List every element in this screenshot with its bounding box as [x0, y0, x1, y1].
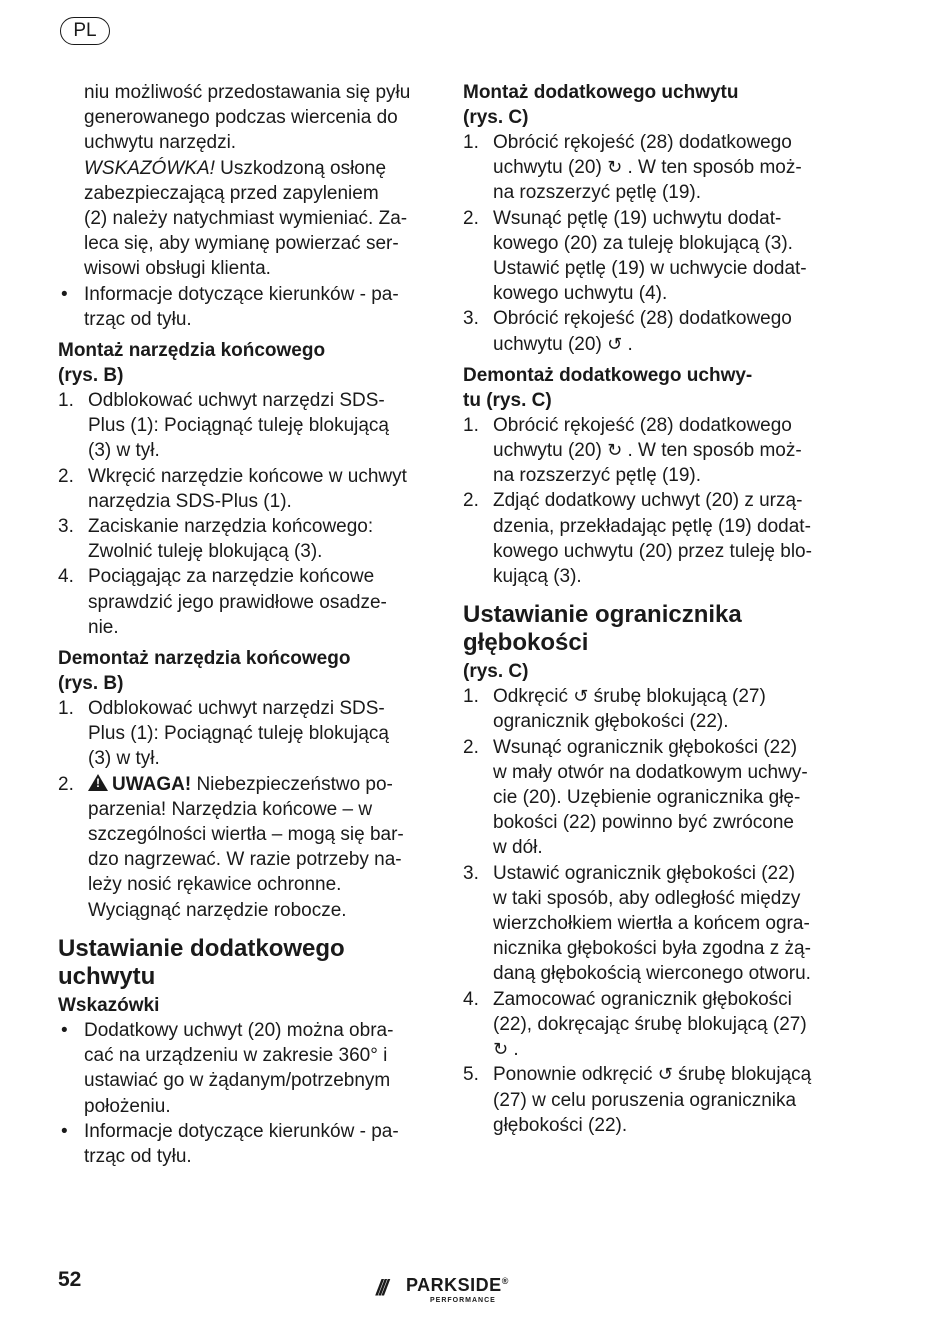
list-item: 1. Odkręcić ↺ śrubę blokującą (27) ogranicznik głębokości (22). — [463, 686, 766, 733]
list-item: 3. Zaciskanie narzędzia końcowego: Zwolnić tuleję blokującą (3). — [58, 516, 374, 563]
rotate-counterclockwise-icon: ↺ — [657, 1064, 673, 1086]
depth-stop-subheading: (rys. C) — [463, 661, 529, 683]
intro-paragraph — [58, 80, 430, 156]
rotate-counterclockwise-icon: ↺ — [607, 333, 623, 355]
text-line: generowanego podczas wiercenia do — [84, 107, 398, 129]
aux-handle-section-title: Ustawianie dodatkowego uchwytu — [58, 934, 345, 990]
list-item: • Informacje dotyczące kierunków - pa- trząc od tyłu. — [58, 1119, 430, 1169]
dismount-handle-heading: Demontaż dodatkowego uchwy- tu (rys. C) — [463, 364, 753, 411]
rotate-clockwise-icon: ↻ — [607, 157, 623, 179]
hints-list — [58, 1018, 430, 1169]
list-item: 2. ! UWAGA! Niebezpieczeństwo po- parzenia! Narzędzia końcowe – w szczególności wiertła – mogą się bar- dzo nagrzewać. W razie potrzeby na- leży nosić rękawice ochronne. Wyciągnąć narzędzie robocze. — [58, 772, 430, 923]
brand-subtitle: PERFORMANCE — [430, 1297, 496, 1304]
text-line: zabezpieczającą przed zapyleniem — [84, 182, 379, 204]
mount-handle-steps — [463, 130, 837, 357]
dismount-tool-heading: Demontaż narzędzia końcowego (rys. B) — [58, 648, 351, 695]
list-item: 4. Pociągając za narzędzie końcowe sprawdzić jego prawidłowe osadze- nie. — [58, 566, 387, 638]
list-item: 2. Wsunąć ogranicznik głębokości (22) w mały otwór na dodatkowym uchwy- cie (20). Uzębienie ogranicznika głę- bokości (22) powinno być zwrócone w dół. — [463, 736, 808, 859]
list-item: 3. Ustawić ogranicznik głębokości (22) w taki sposób, aby odległość między wierzchołkiem wiertła a końcem ogra- nicznika głębokości była zgodna z żą- daną głębokością wierconego otworu. — [463, 862, 811, 985]
mount-handle-heading: Montaż dodatkowego uchwytu (rys. C) — [463, 82, 739, 128]
note-paragraph — [58, 156, 430, 282]
rotate-clockwise-icon: ↻ — [607, 440, 623, 462]
text-line: wisowi obsługi klienta. — [84, 258, 271, 280]
brand-slashes-icon: /// — [376, 1275, 386, 1300]
list-item: 1. Obrócić rękojeść (28) dodatkowego uchwytu (20) ↻ . W ten sposób moż- na rozszerzyć pętlę (19). — [463, 132, 802, 204]
left-column — [58, 80, 430, 1169]
mount-tool-steps — [58, 388, 430, 640]
language-badge: PL — [60, 17, 110, 45]
direction-bullet-list — [58, 282, 430, 332]
text-line: leca się, aby wymianę powierzać ser- — [84, 233, 399, 255]
list-item: • Dodatkowy uchwyt (20) można obra- cać na urządzeniu w zakresie 360° i ustawiać go w żądanym/potrzebnym położeniu. — [58, 1018, 430, 1119]
right-column — [463, 80, 837, 1138]
page-number: 52 — [58, 1268, 82, 1291]
list-item: 2. Wsunąć pętlę (19) uchwytu dodat- kowego (20) za tuleję blokującą (3). Ustawić pętlę (19) w uchwycie dodat- kowego uchwytu (4). — [463, 207, 807, 305]
text-line: (2) należy natychmiast wymieniać. Za- — [84, 208, 408, 230]
list-item: 1. Odblokować uchwyt narzędzi SDS- Plus (1): Pociągnąć tuleję blokującą (3) w tył. — [58, 698, 390, 770]
list-item: 5. Ponownie odkręcić ↺ śrubę blokującą (27) w celu poruszenia ogranicznika głębokości (22). — [463, 1064, 812, 1136]
mount-tool-heading: Montaż narzędzia końcowego (rys. B) — [58, 340, 326, 387]
list-item: 2. Wkręcić narzędzie końcowe w uchwyt narzędzia SDS-Plus (1). — [58, 465, 407, 512]
list-item: 1. Obrócić rękojeść (28) dodatkowego uchwytu (20) ↻ . W ten sposób moż- na rozszerzyć pętlę (19). — [463, 414, 802, 487]
brand-name: PARKSIDE® — [406, 1275, 509, 1295]
rotate-clockwise-icon: ↻ — [493, 1039, 509, 1061]
dismount-tool-steps — [58, 696, 430, 923]
list-item: 2. Zdjąć dodatkowy uchwyt (20) z urzą- dzenia, przekładając pętlę (19) dodat- kowego uchwytu (20) przez tuleję blo- kującą (3). — [463, 490, 812, 588]
depth-stop-steps — [463, 684, 837, 1138]
hints-heading: Wskazówki — [58, 994, 160, 1016]
text-line: niu możliwość przedostawania się pyłu — [84, 82, 411, 103]
warning-triangle-icon — [88, 774, 108, 791]
list-item: • Informacje dotyczące kierunków - pa- trząc od tyłu. — [58, 282, 430, 332]
list-item: 1. Odblokować uchwyt narzędzi SDS- Plus (1): Pociągnąć tuleję blokującą (3) w tył. — [58, 390, 390, 462]
note-line-1: WSKAZÓWKA! Uszkodzoną osłonę — [84, 157, 387, 179]
dismount-handle-steps — [463, 413, 837, 589]
rotate-counterclockwise-icon: ↺ — [573, 686, 589, 708]
depth-stop-section-title: Ustawianie ogranicznika głębokości — [463, 601, 742, 657]
warning-label: UWAGA! — [112, 773, 192, 795]
list-item: 4. Zamocować ogranicznik głębokości (22), dokręcając śrubę blokującą (27) ↻ . — [463, 988, 807, 1061]
list-item: 3. Obrócić rękojeść (28) dodatkowego uchwytu (20) ↺ . — [463, 308, 792, 355]
text-line: uchwytu narzędzi. — [84, 132, 237, 154]
